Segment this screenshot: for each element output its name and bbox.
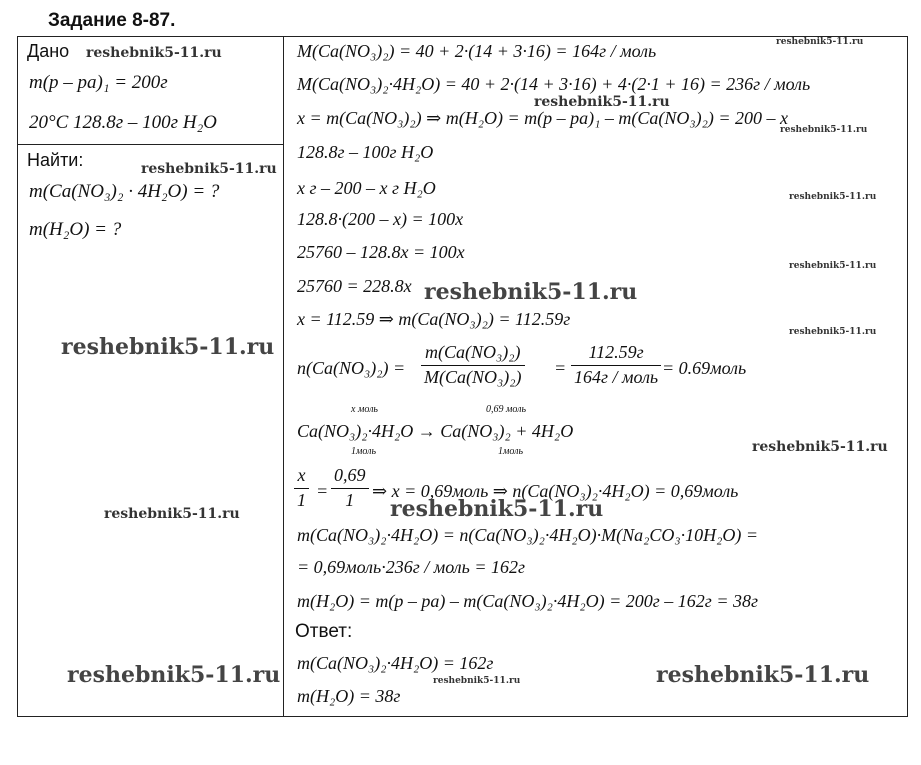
hydrate-amount-result: ⇒ x = 0,69моль ⇒ n(Ca(NO₃)₂·4H₂O) = 0,69моль — [372, 481, 739, 501]
proportion-line: x г – 200 – x г H₂O — [297, 178, 436, 198]
watermark: reshebnik5-11.ru — [104, 506, 240, 522]
find-crystalhydrate-mass: m(Ca(NO₃)₂ · 4H₂O) = ? — [29, 181, 220, 202]
find-water-mass: m(H₂O) = ? — [29, 219, 122, 240]
answer-label: Ответ: — [295, 621, 353, 642]
water-mass-result: m(H₂O) = m(p – pa) – m(Ca(NO₃)₂·4H₂O) = 200г – 162г = 38г — [297, 591, 758, 611]
column-divider — [283, 37, 284, 716]
watermark: reshebnik5-11.ru — [433, 676, 521, 686]
given-solution-mass: m(p – pa)₁ = 200г — [29, 72, 168, 93]
fraction-numerator: m(Ca(NO₃)₂) — [421, 342, 525, 366]
watermark: reshebnik5-11.ru — [789, 261, 877, 271]
molar-mass-hydrate: M(Ca(NO₃)₂·4H₂O) = 40 + 2·(14 + 3·16) + 4·(2·1 + 16) = 236г / моль — [297, 74, 811, 94]
equation-line-3: 25760 = 228.8x — [297, 276, 412, 296]
watermark: reshebnik5-11.ru — [86, 45, 222, 61]
row-divider — [18, 144, 283, 145]
find-label: Найти: — [27, 150, 84, 170]
fraction-numerator: x — [294, 465, 309, 489]
fraction-denominator: M(Ca(NO₃)₂) — [424, 366, 522, 387]
fraction-denominator: 1 — [297, 489, 306, 510]
given-label: Дано — [27, 41, 70, 61]
nitrate-mass-result: x = 112.59 ⇒ m(Ca(NO₃)₂) = 112.59г — [297, 309, 571, 329]
answer-water-mass: m(H₂O) = 38г — [297, 686, 401, 706]
watermark: reshebnik5-11.ru — [141, 161, 277, 177]
reaction-above-left: x моль — [351, 404, 378, 415]
watermark: reshebnik5-11.ru — [752, 439, 888, 455]
amount-equals: = — [554, 358, 567, 378]
proportion-fraction-x — [294, 465, 309, 511]
answer-hydrate-mass: m(Ca(NO₃)₂·4H₂O) = 162г — [297, 653, 494, 673]
reaction-above-right: 0,69 моль — [486, 404, 527, 415]
molar-mass-nitrate: M(Ca(NO₃)₂) = 40 + 2·(14 + 3·16) = 164г / моль — [297, 41, 657, 61]
watermark: reshebnik5-11.ru — [424, 279, 638, 305]
watermark: reshebnik5-11.ru — [61, 334, 275, 360]
watermark: reshebnik5-11.ru — [789, 192, 877, 202]
watermark: reshebnik5-11.ru — [534, 94, 670, 110]
fraction-denominator: 1 — [345, 489, 355, 510]
proportion-fraction-value — [331, 465, 369, 511]
reaction-below-left: 1моль — [351, 446, 377, 457]
equation-line-1: 128.8·(200 – x) = 100x — [297, 209, 464, 229]
watermark: reshebnik5-11.ru — [67, 662, 281, 688]
watermark: reshebnik5-11.ru — [776, 37, 864, 47]
fraction-numerator: 0,69 — [331, 465, 369, 489]
water-mass-expression: x = m(Ca(NO₃)₂) ⇒ m(H₂O) = m(p – pa)₁ – m(Ca(NO₃)₂) = 200 – x — [297, 108, 788, 128]
task-title: Задание 8-87. — [48, 10, 176, 31]
reaction-equation: Ca(NO₃)₂·4H₂O → Ca(NO₃)₂ + 4H₂O — [297, 421, 574, 441]
hydrate-mass-formula: m(Ca(NO₃)₂·4H₂O) = n(Ca(NO₃)₂·4H₂O)·M(Na₂CO₃·10H₂O) = — [297, 525, 759, 545]
equation-line-2: 25760 – 128.8x = 100x — [297, 242, 465, 262]
amount-result: = 0.69моль — [662, 358, 747, 378]
proportion-equals: = — [316, 481, 329, 501]
fraction-denominator: 164г / моль — [574, 366, 659, 387]
amount-fraction-formula — [421, 342, 525, 388]
fraction-numerator: 112.59г — [571, 342, 661, 366]
hydrate-mass-result: = 0,69моль·236г / моль = 162г — [297, 557, 525, 577]
watermark: reshebnik5-11.ru — [780, 125, 868, 135]
reaction-below-right: 1моль — [498, 446, 524, 457]
solubility-ratio: 128.8г – 100г H₂O — [297, 142, 434, 162]
solution-table — [17, 36, 908, 717]
amount-lhs: n(Ca(NO₃)₂) = — [297, 358, 406, 378]
given-solubility: 20°C 128.8г – 100г H₂O — [29, 112, 217, 133]
watermark: reshebnik5-11.ru — [789, 327, 877, 337]
amount-fraction-values — [571, 342, 661, 388]
watermark: reshebnik5-11.ru — [390, 496, 604, 522]
watermark: reshebnik5-11.ru — [656, 662, 870, 688]
